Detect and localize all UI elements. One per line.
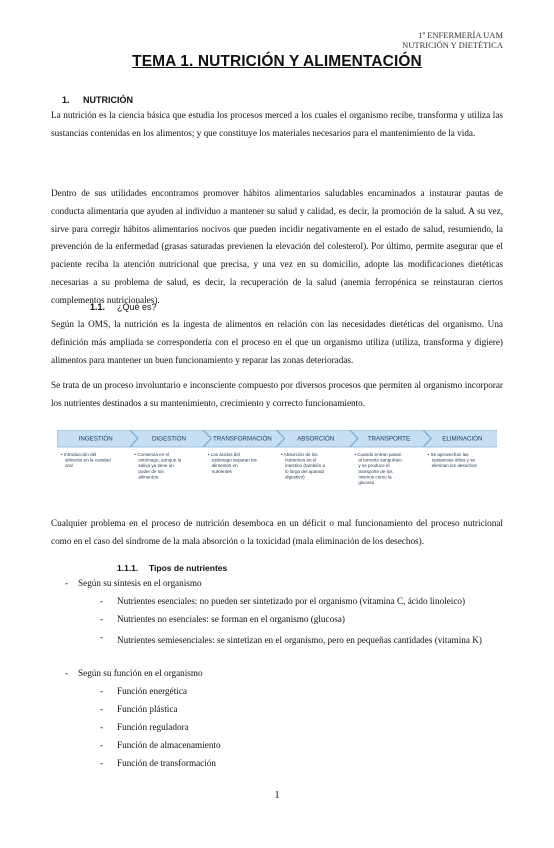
paragraph-definition: La nutrición es la ciencia básica que estudia los procesos merced a los cuales el organismo recibe, transforma y utiliza las sustancias contenidas en los alimentos; y que constituye los materiales necesarios para el mantenimiento de la vida. xyxy=(51,110,503,138)
document-title: TEMA 1. NUTRICIÓN Y ALIMENTACIÓN xyxy=(132,53,422,70)
dash-bullet: - xyxy=(65,578,69,588)
section-title: Tipos de nutrientes xyxy=(149,563,228,573)
list-item-text: Según su síntesis en el organismo xyxy=(78,578,202,588)
section-title: NUTRICIÓN xyxy=(83,95,133,105)
list-item-text: Función reguladora xyxy=(117,722,189,732)
list-item-text: Función de almacenamiento xyxy=(117,740,221,750)
nutrition-process-diagram xyxy=(57,430,497,502)
dash-bullet: - xyxy=(100,740,104,750)
list-item xyxy=(100,632,482,645)
list-item-text: Función plástica xyxy=(117,704,178,714)
dash-bullet: - xyxy=(100,632,104,642)
dash-bullet: - xyxy=(100,614,104,624)
paragraph-oms-definition: Según la OMS, la nutrición es la ingesta de alimentos en relación con las necesidades dietéticas del organismo. Una definición más ampliada se correspondería con el proceso en el que un organismo utiliza (utiliza, transforma y digiere) alimentos para mantener un buen funcionamiento y reparar las zonas deterioradas. xyxy=(51,319,503,365)
page-number: 1 xyxy=(274,790,280,801)
list-item-text: Nutrientes semiesenciales: se sintetizan en el organismo, pero en pequeñas cantidades (vitamina K) xyxy=(117,635,482,645)
header-course: 1º ENFERMERÍA UAM xyxy=(418,30,503,40)
list-item xyxy=(100,722,189,732)
process-stage-description: • Cuando entran pasan al torrente sanguíneo y se produce el transporte de los mismos como la glucosa xyxy=(354,452,402,485)
dash-bullet: - xyxy=(65,668,69,678)
dash-bullet: - xyxy=(100,596,104,606)
list-item-text: Según su función en el organismo xyxy=(78,668,203,678)
paragraph-process: Se trata de un proceso involuntario e inconsciente compuesto por diversos procesos que permiten al organismo incorporar los nutrientes destinados a su mantenimiento, crecimiento y correcto funcionamiento. xyxy=(51,380,503,408)
list-item-text: Nutrientes esenciales: no pueden ser sintetizado por el organismo (vitamina C, ácido linoleico) xyxy=(117,596,466,606)
process-stage-description: • Se aprovechan las sustancias útiles y se eliminan los desechos xyxy=(427,452,477,469)
process-stage-description: • Comienza en el estómago, aunque la saliva ya tiene un poder de los alimentos xyxy=(134,452,182,480)
list-item-text: Función energética xyxy=(117,686,187,696)
section-number: 1.1.1. xyxy=(117,563,139,573)
process-stage-label: INGESTIÓN xyxy=(78,435,113,443)
process-stage-description: • Introducción del alimento en la cavidad oral xyxy=(61,452,111,469)
process-stage-label: ABSORCIÓN xyxy=(297,435,335,443)
section-number: 1. xyxy=(62,95,70,105)
list-item xyxy=(65,578,202,588)
list-item xyxy=(100,740,221,750)
section-number: 1.1. xyxy=(90,302,106,312)
list-item xyxy=(100,758,216,768)
list-item-text: Función de transformación xyxy=(117,758,216,768)
process-stage-description: • Absorción de los nutrientes en el intestino (también a lo largo del aparato digestivo) xyxy=(281,452,326,480)
list-item xyxy=(65,668,203,678)
list-item xyxy=(100,614,345,624)
page-header xyxy=(402,30,503,50)
process-stage-label: DIGESTIÓN xyxy=(151,435,187,443)
header-subject: NUTRICIÓN Y DIETÉTICA xyxy=(402,40,503,50)
paragraph-problems: Cualquier problema en el proceso de nutrición desemboca en un déficit o mal funcionamiento del proceso nutricional como en el caso del síndrome de la mala absorción o la toxicidad (mala eliminación de los desechos). xyxy=(51,518,503,546)
dash-bullet: - xyxy=(100,758,104,768)
section-title: ¿Qué es? xyxy=(117,302,157,312)
process-stage-description: • Los ácidos del estómago separan los alimentos en nutrientes xyxy=(207,452,257,474)
process-stage-label: TRANSFORMACIÓN xyxy=(212,435,272,443)
list-item xyxy=(100,596,466,606)
list-item xyxy=(100,686,187,696)
paragraph-utilities: Dentro de sus utilidades encontramos promover hábitos alimentarios saludables encaminados a instaurar pautas de conducta alimentaria que ayuden al individuo a mantener su salud y calidad, es decir, la promoción de la salud. A su vez, sirve para corregir hábitos alimentarios nocivos que pueden incidir negativamente en el estado de salud, resumiendo, la prevención de la enfermedad (grasas saturadas previenen la elevación del colesterol). Por último, permite asegurar que el paciente reciba la atención nutricional que precisa, y una vez en su domicilio, adopte las modificaciones dietéticas necesarias a su problema de salud, es decir, la recuperación de la salud (anemia ferropénica se reinstauran ciertos complementos nutricionales). xyxy=(51,188,503,305)
process-stage-label: TRANSPORTE xyxy=(367,435,411,443)
list-item-text: Nutrientes no esenciales: se forman en el organismo (glucosa) xyxy=(117,614,345,624)
list-item xyxy=(100,704,178,714)
dash-bullet: - xyxy=(100,686,104,696)
process-stage-label: ELIMINACIÓN xyxy=(442,435,483,443)
dash-bullet: - xyxy=(100,722,104,732)
dash-bullet: - xyxy=(100,704,104,714)
